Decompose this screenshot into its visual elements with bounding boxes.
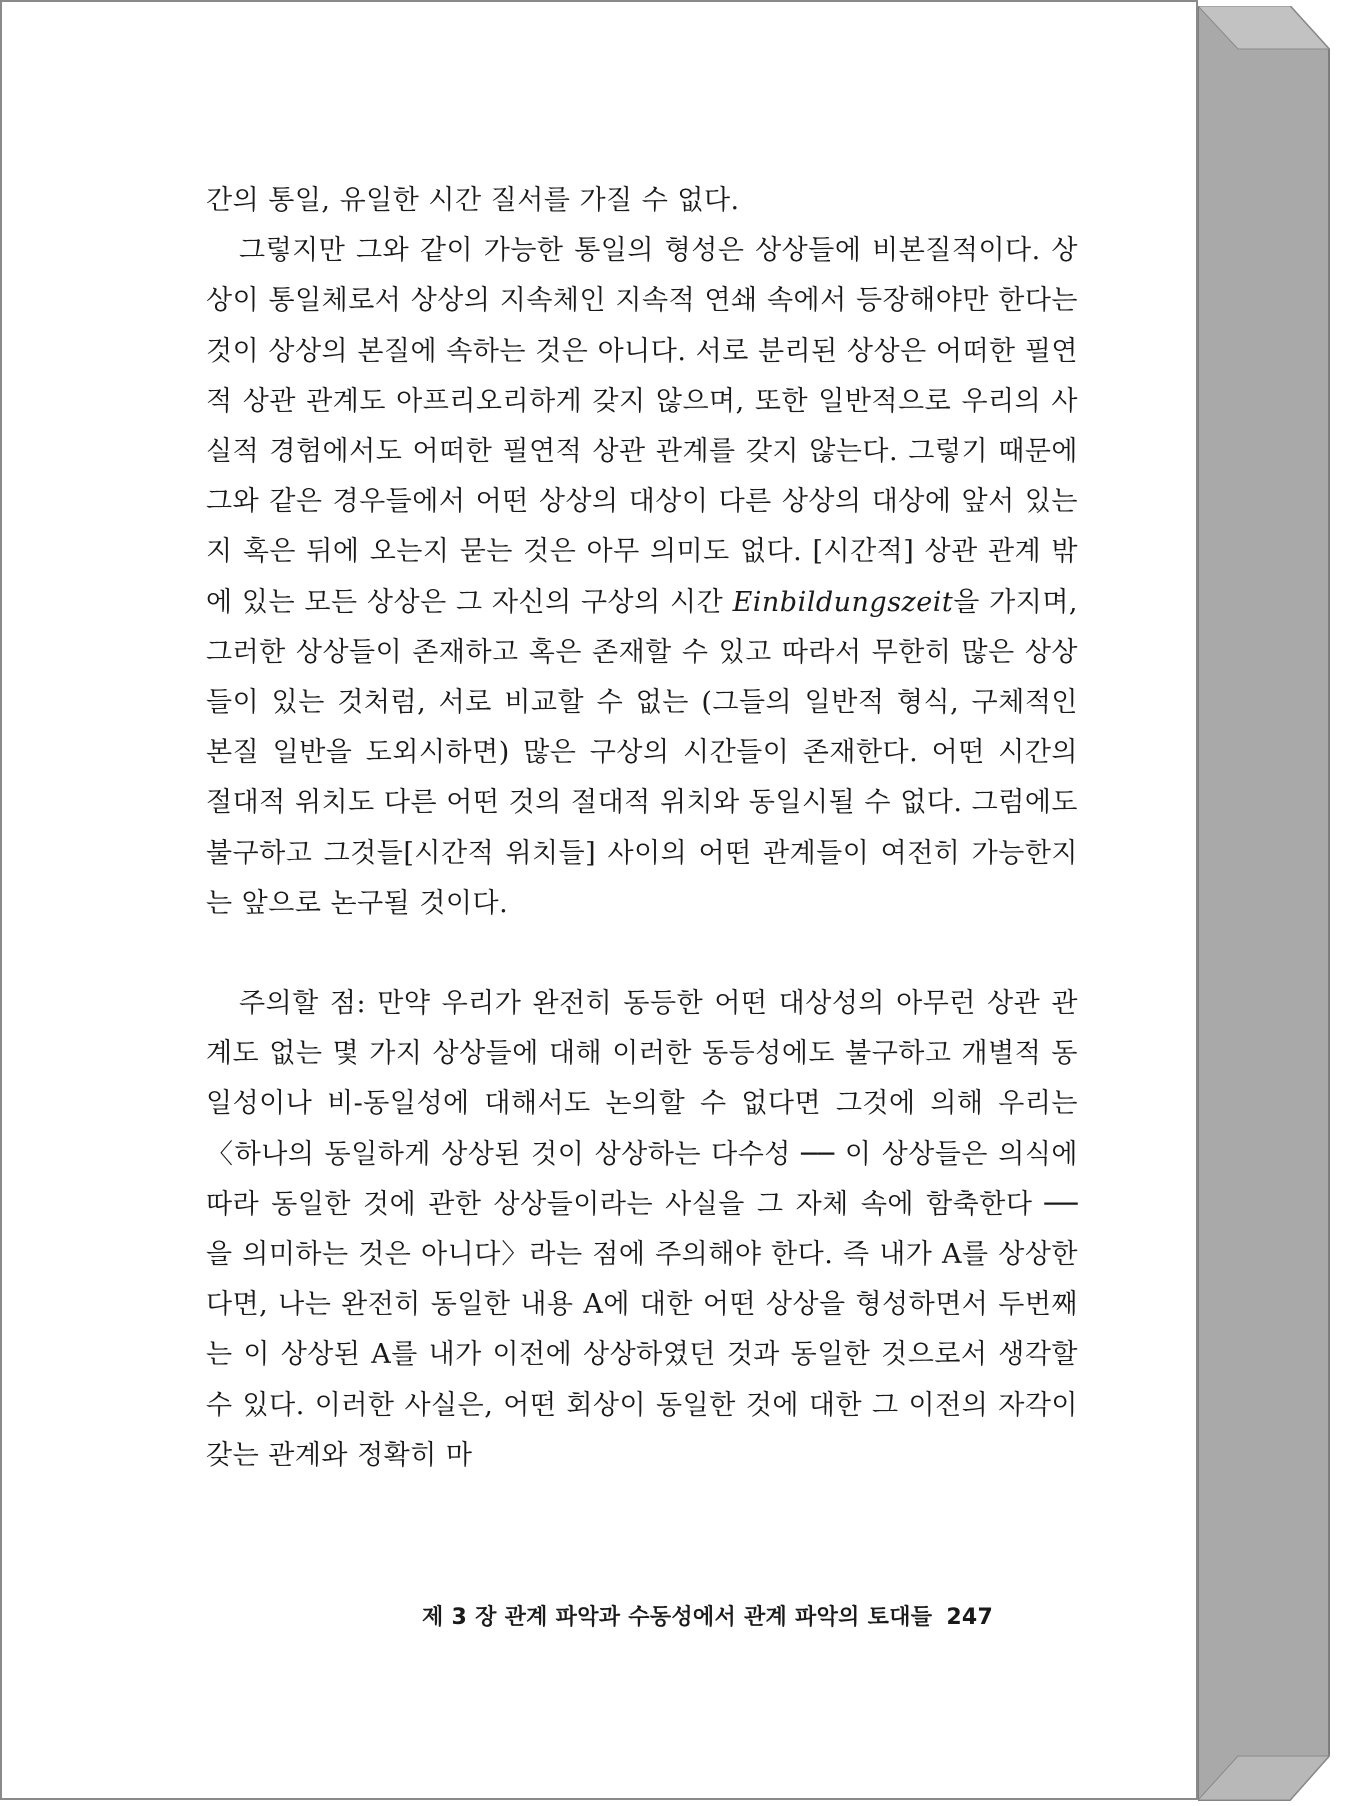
chapter-title: 제 3 장 관계 파악과 수동성에서 관계 파악의 토대들 bbox=[422, 1605, 933, 1630]
paragraph-2-text-rest: 을 가지며, 그러한 상상들이 존재하고 혹은 존재할 수 있고 따라서 무한히 많은 상상들이 있는 것처럼, 서로 비교할 수 없는 (그들의 일반적 형식, 구체적인 본질 일반을 도외시하면) 많은 구상의 시간들이 존재한다. 어떤 시간의 절대적 위치도 다른 어떤 것의 절대적 위치와 동일시될 수 없다. 그럼에도 불구하고 그것들[시간적 위치들] 사이의 어떤 관계들이 여전히 가능한지는 앞으로 논구될 것이다. bbox=[206, 586, 1078, 919]
paragraph-3: 주의할 점: 만약 우리가 완전히 동등한 어떤 대상성의 아무런 상관 관계도 없는 몇 가지 상상들에 대해 이러한 동등성에도 불구하고 개별적 동일성이나 비-동일성에 대해서도 논의할 수 없다면 그것에 의해 우리는 〈하나의 동일하게 상상된 것이 상상하는 다수성 ── 이 상상들은 의식에 따라 동일한 것에 관한 상상들이라는 사실을 그 자체 속에 함축한다 ── 을 의미하는 것은 아니다〉라는 점에 주의해야 한다. 즉 내가 A를 상상한다면, 나는 완전히 동일한 내용 A에 대한 어떤 상상을 형성하면서 두번째는 이 상상된 A를 내가 이전에 상상하였던 것과 동일한 것으로서 생각할 수 있다. 이러한 사실은, 어떤 회상이 동일한 것에 대한 그 이전의 자각이 갖는 관계와 정확히 마 bbox=[206, 988, 1078, 1471]
page-number: 247 bbox=[946, 1605, 994, 1630]
paragraph-2-italic-term: Einbildungszeit bbox=[732, 586, 954, 618]
paragraph-continuation: 간의 통일, 유일한 시간 질서를 가질 수 없다. bbox=[206, 185, 740, 216]
paragraph-2-text: 그렇지만 그와 같이 가능한 통일의 형성은 상상들에 비본질적이다. 상상이 통일체로서 상상의 지속체인 지속적 연쇄 속에서 등장해야만 한다는 것이 상상의 본질에 속하는 것은 아니다. 서로 분리된 상상은 어떠한 필연적 상관 관계도 아프리오리하게 갖지 않으며, 또한 일반적으로 우리의 사실적 경험에서도 어떠한 필연적 상관 관계를 갖지 않는다. 그렇기 때문에 그와 같은 경우들에서 어떤 상상의 대상이 다른 상상의 대상에 앞서 있는지 혹은 뒤에 오는지 묻는 것은 아무 의미도 없다. [시간적] 상관 관계 밖에 있는 모든 상상은 그 자신의 구상의 시간 bbox=[206, 235, 1078, 618]
book-spine-shape bbox=[1198, 6, 1338, 1806]
paragraph-2 bbox=[206, 226, 1078, 929]
body-text bbox=[206, 176, 1078, 1481]
running-footer bbox=[422, 1600, 1052, 1631]
paragraph-gap bbox=[206, 929, 1078, 979]
